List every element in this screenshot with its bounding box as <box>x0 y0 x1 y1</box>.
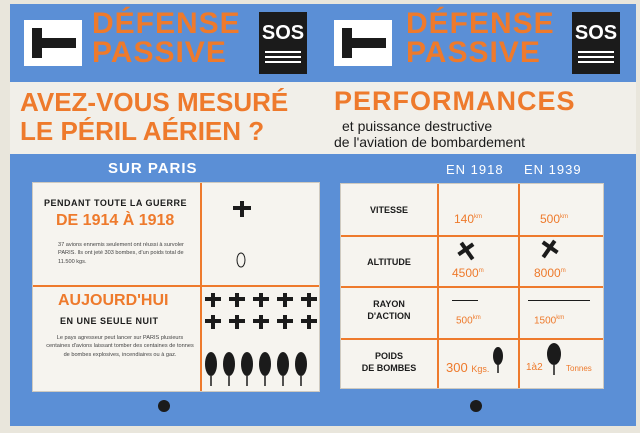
sos-emblem-icon: SOS <box>261 22 305 44</box>
left-sos-badge <box>259 12 307 74</box>
row-label: POIDS <box>374 351 403 361</box>
value-unit: km <box>556 315 565 321</box>
left-header-line2: PASSIVE <box>92 35 227 69</box>
value-1939 <box>534 315 564 326</box>
value-1939 <box>534 266 566 280</box>
panel-number-right <box>470 400 482 412</box>
value-1918 <box>446 360 489 375</box>
airplane-icon <box>538 238 560 260</box>
war-years: DE 1914 À 1918 <box>56 212 175 229</box>
airplane-icon <box>334 20 392 66</box>
panel-divider-h <box>33 285 319 287</box>
row-label-2: D'ACTION <box>367 311 411 322</box>
bomb-icon <box>236 250 246 268</box>
value-number: 500 <box>456 315 473 327</box>
sos-emblem-icon: SOS <box>574 22 618 44</box>
right-sos-badge <box>572 12 620 74</box>
table-row-divider-3 <box>341 338 603 340</box>
value-unit: m <box>478 268 484 274</box>
value-1918 <box>456 315 481 326</box>
value-number: 300 <box>446 360 468 375</box>
today-sub: EN UNE SEULE NUIT <box>60 316 159 326</box>
value-number: 140 <box>454 212 475 226</box>
headline-line2: LE PÉRIL AÉRIEN ? <box>20 115 265 146</box>
table-row-divider-1 <box>341 235 603 237</box>
value-1939 <box>540 212 568 226</box>
left-header-line1: DÉFENSE <box>92 7 241 40</box>
table-row <box>342 350 436 374</box>
value-1918 <box>454 212 482 226</box>
range-line-1939 <box>528 300 590 301</box>
left-plane-emblem <box>24 20 82 66</box>
row-label: RAYON <box>373 299 405 309</box>
left-headline <box>20 88 288 145</box>
value-unit: Kgs. <box>471 364 490 374</box>
bomb-icon <box>492 346 504 374</box>
table-row <box>342 256 436 268</box>
right-headline-sub1: et puissance destructive <box>342 118 493 134</box>
value-unit: km <box>474 214 483 220</box>
airplane-fleet <box>205 291 317 347</box>
airplane-icon <box>232 200 252 218</box>
war-text: 37 avions ennemis seulement ont réussi à survoler PARIS. Ils ont jeté 303 bombes, d'un poids total de 11.500 kgs. <box>58 242 184 265</box>
airplane-icon <box>24 20 82 66</box>
row-label-2: DE BOMBES <box>361 363 417 374</box>
value-number: 4500 <box>452 266 479 280</box>
row-label: VITESSE <box>369 205 408 215</box>
value-unit: m <box>560 268 566 274</box>
today-label: AUJOURD'HUI <box>58 292 169 309</box>
left-panel-heading: SUR PARIS <box>108 160 198 177</box>
row-label: ALTITUDE <box>367 257 411 267</box>
right-headline-title: PERFORMANCES <box>334 86 576 116</box>
right-headline-sub2: de l'aviation de bombardement <box>334 134 526 150</box>
right-header-line1: DÉFENSE <box>406 7 555 40</box>
value-unit-1939: Tonnes <box>566 364 592 373</box>
right-header-title <box>406 7 555 69</box>
value-unit: km <box>472 315 481 321</box>
table-row-divider-2 <box>341 286 603 288</box>
panel-divider-v <box>200 183 202 391</box>
table-row <box>342 298 436 322</box>
headline-line1: AVEZ-VOUS MESURÉ <box>20 87 289 117</box>
value-number: 1500 <box>534 315 557 327</box>
war-label: PENDANT TOUTE LA GUERRE <box>44 198 188 208</box>
value-1939 <box>526 362 543 373</box>
value-number: 500 <box>540 212 561 226</box>
today-text: Le pays agresseur peut lancer sur PARIS plusieurs centaines d'avions laissant tomber des centaines de tonnes de bombes explosives, incendiaires ou à gaz. <box>46 335 194 358</box>
airplane-icon <box>456 240 478 262</box>
bomb-icon <box>546 342 562 376</box>
value-number: 1à2 <box>526 362 543 373</box>
col-header-1939: EN 1939 <box>524 162 582 177</box>
right-plane-emblem <box>334 20 392 66</box>
value-1918 <box>452 266 484 280</box>
value-number: 8000 <box>534 266 561 280</box>
left-header-title <box>92 7 241 69</box>
right-header-line2: PASSIVE <box>406 35 541 69</box>
col-header-1918: EN 1918 <box>446 162 504 177</box>
bomb-row <box>203 348 317 388</box>
panel-number-left <box>158 400 170 412</box>
range-line-1918 <box>452 300 478 301</box>
value-unit: km <box>560 214 569 220</box>
table-row <box>342 204 436 216</box>
